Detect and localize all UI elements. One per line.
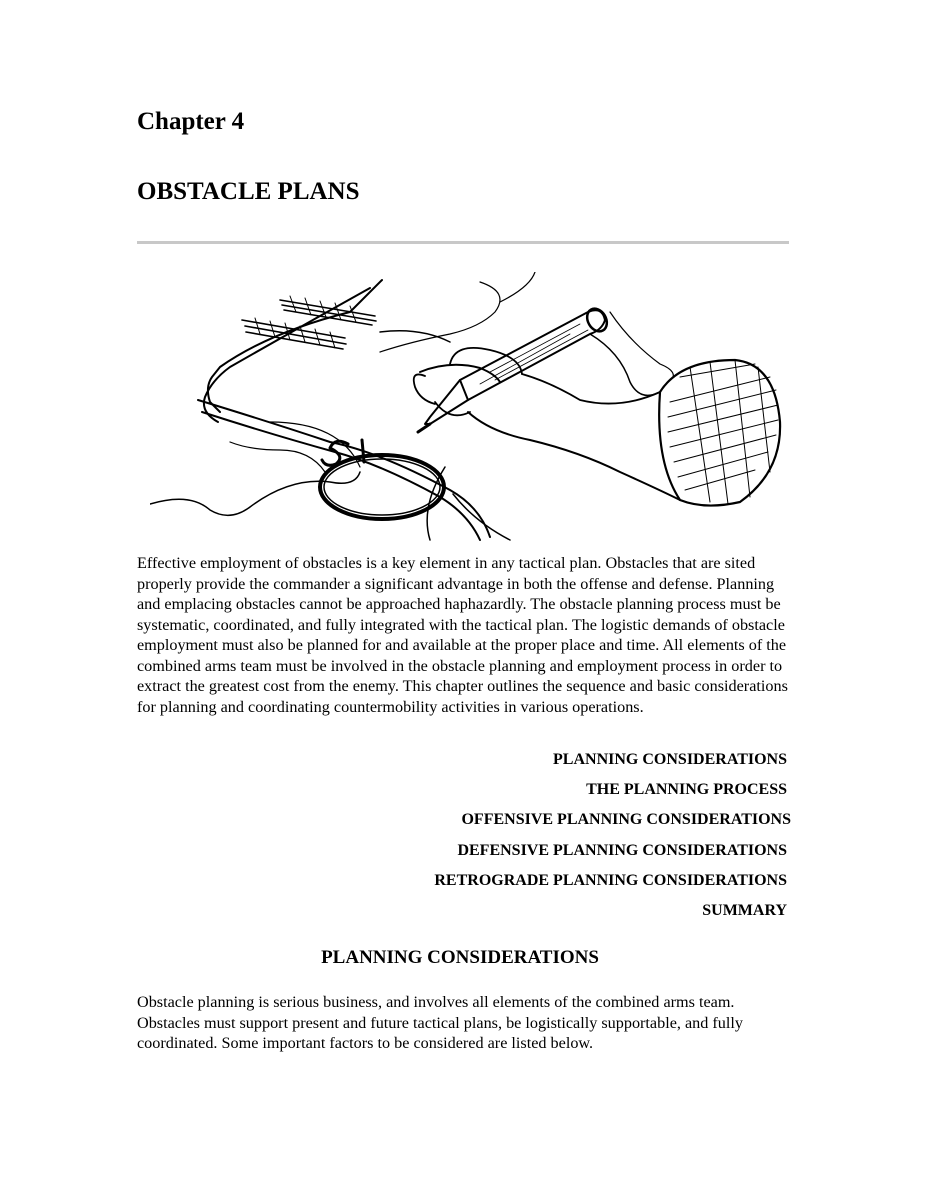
- horizontal-divider: [137, 241, 789, 244]
- contents-item[interactable]: PLANNING CONSIDERATIONS: [553, 751, 787, 768]
- contents-item[interactable]: SUMMARY: [702, 901, 787, 919]
- hand-drawing-map-illustration: [150, 272, 790, 544]
- section-heading: PLANNING CONSIDERATIONS: [321, 947, 599, 968]
- contents-item[interactable]: OFFENSIVE PLANNING CONSIDERATIONS: [461, 811, 791, 829]
- contents-item[interactable]: DEFENSIVE PLANNING CONSIDERATIONS: [457, 841, 787, 859]
- chapter-title: OBSTACLE PLANS: [137, 178, 360, 205]
- contents-item[interactable]: RETROGRADE PLANNING CONSIDERATIONS: [434, 871, 787, 889]
- contents-item[interactable]: THE PLANNING PROCESS: [586, 781, 787, 799]
- section-paragraph: Obstacle planning is serious business, and involves all elements of the combined arms team. Obstacles must support present and future tactical plans, be logistically supportable, and fully coordinated. Some important factors to be considered are listed below.: [137, 993, 743, 1052]
- chapter-label: Chapter 4: [137, 108, 245, 135]
- chapter-contents-list: [137, 748, 791, 929]
- intro-paragraph: Effective employment of obstacles is a key element in any tactical plan. Obstacles that are sited properly provide the commander a significant advantage in both the offense and defense. Planning and emplacing obstacles cannot be approached haphazardly. The obstacle planning process must be systematic, coordinated, and fully integrated with the tactical plan. The logistic demands of obstacle employment must also be planned for and available at the proper place and time. All elements of the combined arms team must be involved in the obstacle planning and employment process in order to extract the greatest cost from the enemy. This chapter outlines the sequence and basic considerations for planning and coordinating countermobility activities in various operations.: [137, 554, 788, 716]
